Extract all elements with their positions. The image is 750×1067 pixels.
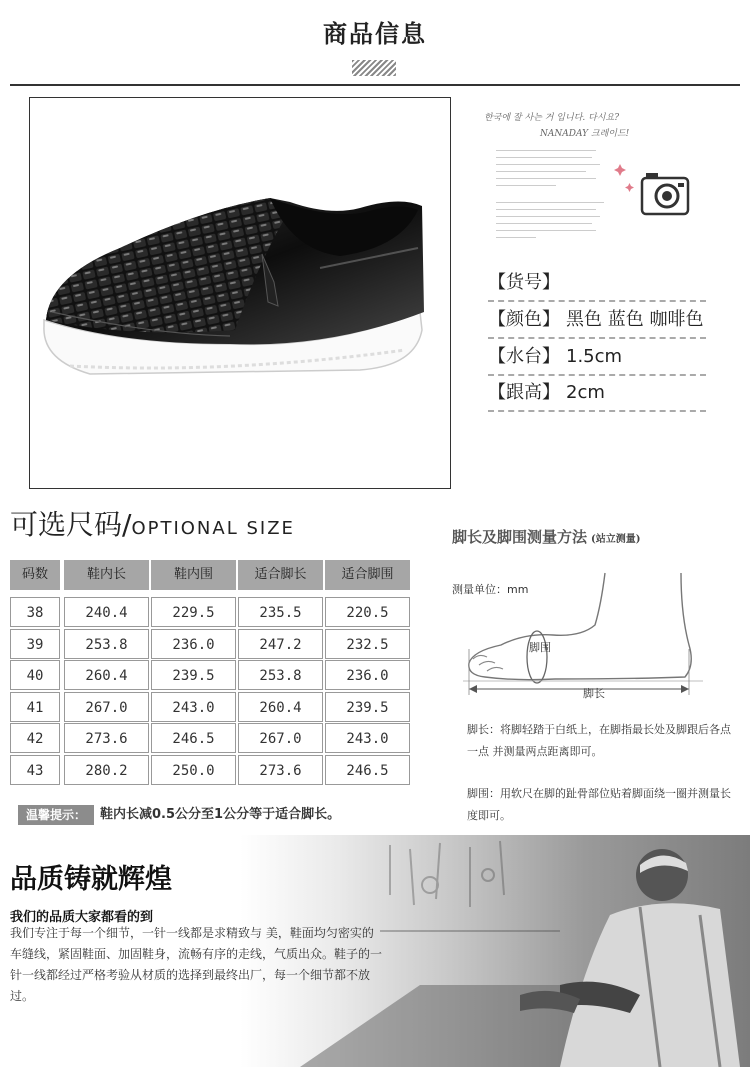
length-description: 脚长：将脚轻踏于白纸上，在脚指最长处及脚跟后各点一点 并测量两点距离即可。 — [467, 723, 731, 758]
spec-item-number — [488, 268, 706, 302]
spec-value: 1.5cm — [566, 346, 623, 367]
spec-label: 【跟高】 — [488, 382, 560, 403]
table-cell: 267.0 — [64, 692, 149, 722]
spec-color — [488, 305, 706, 339]
quality-title: 品质铸就辉煌 — [10, 864, 172, 895]
shoe-image — [30, 98, 450, 488]
table-cell: 235.5 — [238, 597, 323, 627]
table-cell: 236.0 — [325, 660, 410, 690]
table-cell: 40 — [10, 660, 60, 690]
note-brand: NANADAY 크레이드! — [540, 129, 630, 139]
quality-subtitle: 我们的品质大家都看的到 — [10, 910, 154, 925]
size-title-en: OPTIONAL SIZE — [131, 518, 295, 539]
spec-value: 2cm — [566, 382, 605, 403]
spec-platform — [488, 342, 706, 376]
product-photo — [29, 97, 451, 489]
spec-label: 【货号】 — [488, 272, 560, 293]
table-cell: 247.2 — [238, 629, 323, 659]
table-cell: 239.5 — [151, 660, 236, 690]
measure-title-note: (站立测量) — [591, 534, 641, 545]
size-title-cn: 可选尺码/ — [10, 508, 132, 541]
length-label: 脚长 — [583, 687, 605, 700]
table-cell: 280.2 — [64, 755, 149, 785]
table-cell: 246.5 — [151, 723, 236, 753]
tip-badge: 温馨提示： — [18, 805, 94, 825]
page-title: 商品信息 — [323, 20, 427, 48]
unit-label: 测量单位：mm — [452, 583, 529, 596]
note-heading: 한국에 잘 사는 거 입니다. 다시요? — [484, 113, 620, 123]
table-cell: 232.5 — [325, 629, 410, 659]
table-cell: 243.0 — [151, 692, 236, 722]
table-header-cell: 码数 — [10, 560, 60, 590]
note-paper — [482, 100, 692, 270]
table-cell: 41 — [10, 692, 60, 722]
tip-text: 鞋内长减0.5公分至1公分等于适合脚长。 — [100, 807, 341, 822]
table-cell: 250.0 — [151, 755, 236, 785]
table-cell: 273.6 — [238, 755, 323, 785]
table-cell: 253.8 — [64, 629, 149, 659]
girth-description: 脚围：用软尺在脚的趾骨部位贴着脚面绕一圈并测量长度即可。 — [467, 787, 731, 822]
size-section-title — [10, 503, 295, 543]
table-cell: 273.6 — [64, 723, 149, 753]
spec-label: 【水台】 — [488, 346, 560, 367]
measure-title-main: 脚长及脚围测量方法 — [452, 528, 588, 546]
table-cell: 38 — [10, 597, 60, 627]
table-header-cell: 适合脚围 — [325, 560, 410, 590]
table-cell: 243.0 — [325, 723, 410, 753]
table-cell: 260.4 — [64, 660, 149, 690]
girth-label: 脚围 — [529, 641, 551, 654]
table-cell: 246.5 — [325, 755, 410, 785]
table-cell: 260.4 — [238, 692, 323, 722]
title-divider — [10, 84, 740, 86]
table-header-cell: 鞋内长 — [64, 560, 149, 590]
quality-body: 我们专注于每一个细节，一针一线都是求精致与 美，鞋面均匀密实的车缝线，紧固鞋面、加固鞋身，流畅有序的走线，气质出众。鞋子的一针一线都经过严格考验从材质的选择到最终出厂，每一个细节都不放过。 — [10, 926, 383, 1003]
table-cell: 229.5 — [151, 597, 236, 627]
table-cell: 267.0 — [238, 723, 323, 753]
spec-label: 【颜色】 — [488, 309, 560, 330]
table-cell: 42 — [10, 723, 60, 753]
spec-value: 黑色 蓝色 咖啡色 — [566, 309, 704, 330]
spec-heel — [488, 378, 706, 412]
table-cell: 43 — [10, 755, 60, 785]
table-header-cell: 鞋内围 — [151, 560, 236, 590]
table-cell: 240.4 — [64, 597, 149, 627]
camera-icon — [612, 162, 692, 222]
table-header-cell: 适合脚长 — [238, 560, 323, 590]
table-cell: 253.8 — [238, 660, 323, 690]
table-cell: 220.5 — [325, 597, 410, 627]
table-cell: 239.5 — [325, 692, 410, 722]
table-cell: 39 — [10, 629, 60, 659]
title-hatch-decoration — [352, 60, 396, 76]
table-cell: 236.0 — [151, 629, 236, 659]
measure-title — [452, 526, 640, 547]
